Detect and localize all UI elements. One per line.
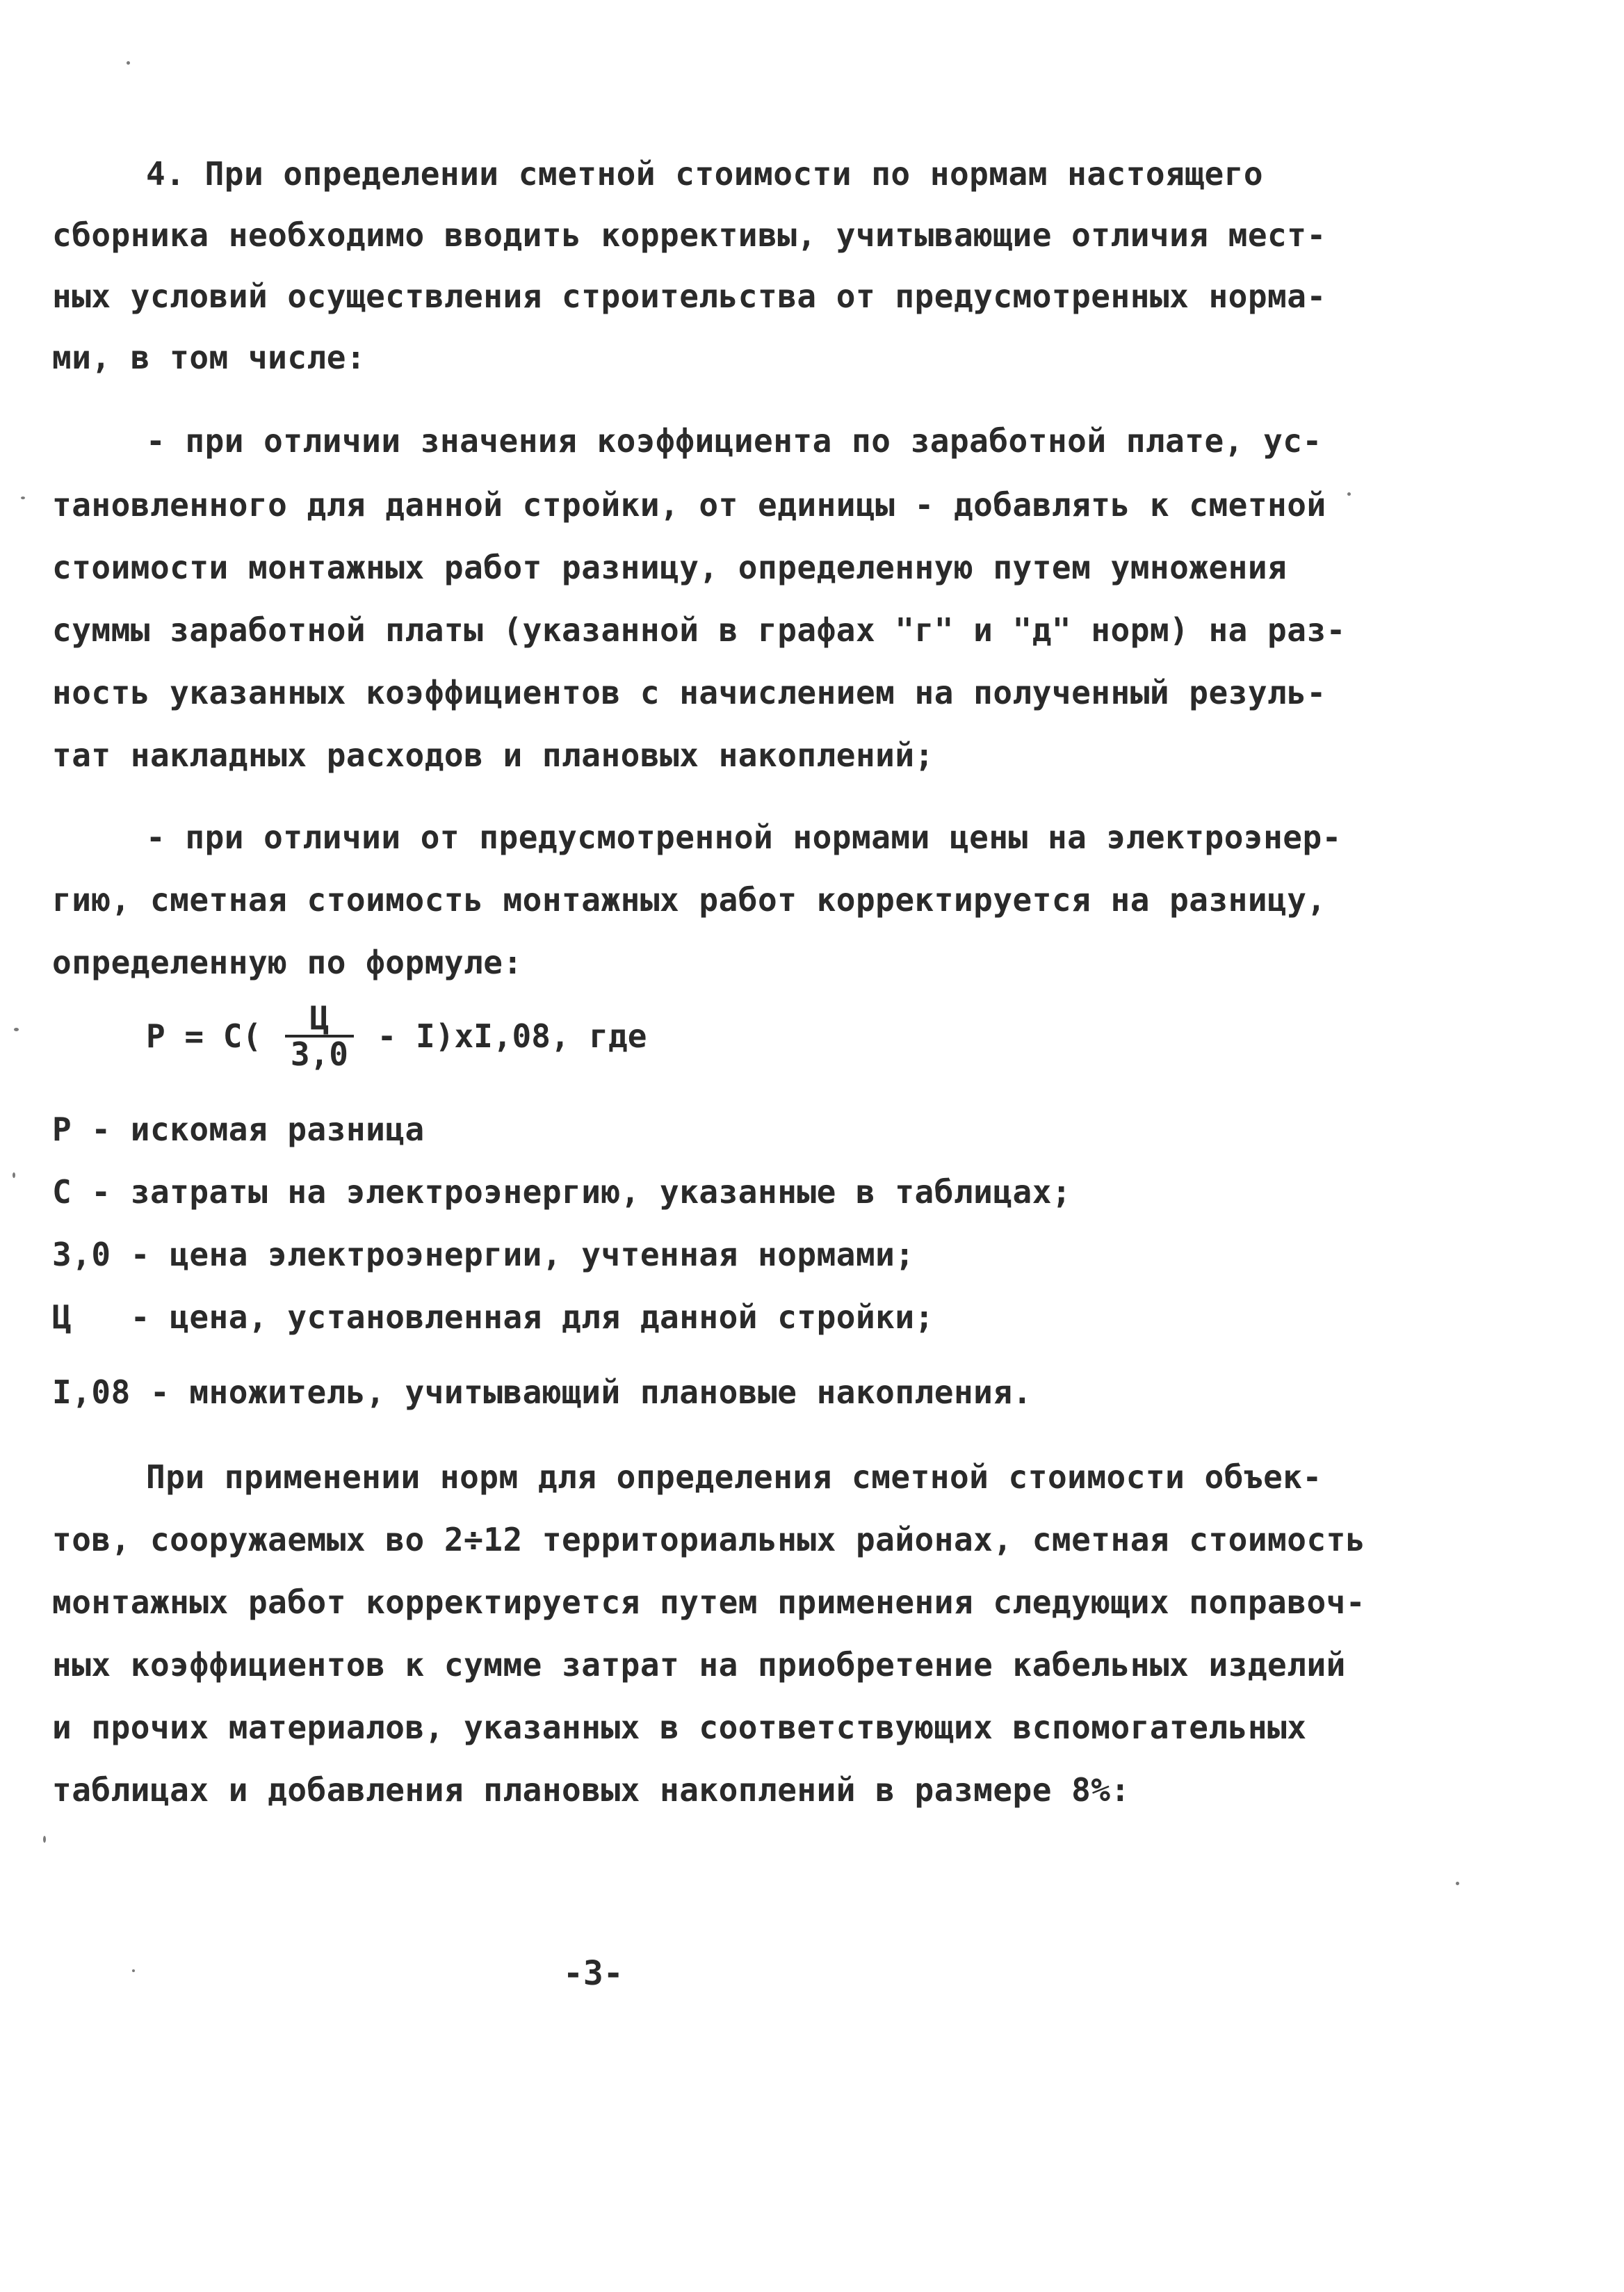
- paragraph-3-line-1: - при отличии от предусмотренной нормами цены на электроэнер-: [146, 818, 1342, 856]
- scan-speck: [132, 1969, 135, 1972]
- definition-2: С - затраты на электроэнергию, указанные в таблицах;: [52, 1173, 1072, 1211]
- formula-prefix: P = C(: [146, 1017, 262, 1055]
- scan-speck: [43, 1836, 46, 1843]
- paragraph-2-line-4: суммы заработной платы (указанной в графах "г" и "д" норм) на раз-: [52, 611, 1346, 649]
- definition-5: I,08 - множитель, учитывающий плановые накопления.: [52, 1373, 1032, 1411]
- paragraph-1-line-3: ных условий осуществления строительства от предусмотренных норма-: [52, 277, 1326, 315]
- paragraph-2-line-5: ность указанных коэффициентов с начислением на полученный резуль-: [52, 674, 1326, 711]
- formula-fraction: [285, 1001, 354, 1071]
- scan-speck: [1456, 1882, 1459, 1885]
- definition-1: Р - искомая разница: [52, 1111, 425, 1148]
- paragraph-2-line-2: тановленного для данной стройки, от единицы - добавлять к сметной: [52, 486, 1326, 524]
- paragraph-4-line-1: При применении норм для определения сметной стоимости объек-: [146, 1458, 1322, 1496]
- paragraph-3-line-3: определенную по формуле:: [52, 944, 523, 981]
- paragraph-4-line-5: и прочих материалов, указанных в соответствующих вспомогательных: [52, 1709, 1307, 1746]
- paragraph-2-line-1: - при отличии значения коэффициента по заработной плате, ус-: [146, 422, 1322, 460]
- paragraph-1-line-2: сборника необходимо вводить коррективы, учитывающие отличия мест-: [52, 216, 1326, 254]
- formula-numerator: Ц: [285, 1001, 354, 1038]
- paragraph-2-line-6: тат накладных расходов и плановых накоплений;: [52, 736, 934, 774]
- scan-speck: [21, 497, 25, 499]
- scan-speck: [14, 1028, 19, 1031]
- paragraph-1-line-4: ми, в том числе:: [52, 339, 366, 376]
- paragraph-2-line-3: стоимости монтажных работ разницу, определенную путем умножения: [52, 549, 1288, 586]
- scan-speck: [127, 61, 130, 65]
- formula-suffix: - I)xI,08, где: [377, 1017, 647, 1055]
- paragraph-4-line-3: монтажных работ корректируется путем применения следующих поправоч-: [52, 1583, 1366, 1621]
- paragraph-1-line-1: 4. При определении сметной стоимости по нормам настоящего: [146, 155, 1264, 193]
- paragraph-4-line-2: тов, сооружаемых во 2÷12 территориальных районах, сметная стоимость: [52, 1521, 1366, 1558]
- paragraph-3-line-2: гию, сметная стоимость монтажных работ корректируется на разницу,: [52, 881, 1326, 919]
- paragraph-4-line-6: таблицах и добавления плановых накоплений в размере 8%:: [52, 1771, 1130, 1809]
- scan-speck: [13, 1172, 15, 1178]
- definition-4: Ц - цена, установленная для данной стройки;: [52, 1298, 934, 1336]
- formula: [146, 1001, 647, 1078]
- page-number: -3-: [563, 1954, 624, 1993]
- definition-3: 3,0 - цена электроэнергии, учтенная нормами;: [52, 1236, 915, 1273]
- scan-speck: [1347, 492, 1351, 496]
- paragraph-4-line-4: ных коэффициентов к сумме затрат на приобретение кабельных изделий: [52, 1646, 1346, 1684]
- formula-denominator: 3,0: [290, 1035, 348, 1073]
